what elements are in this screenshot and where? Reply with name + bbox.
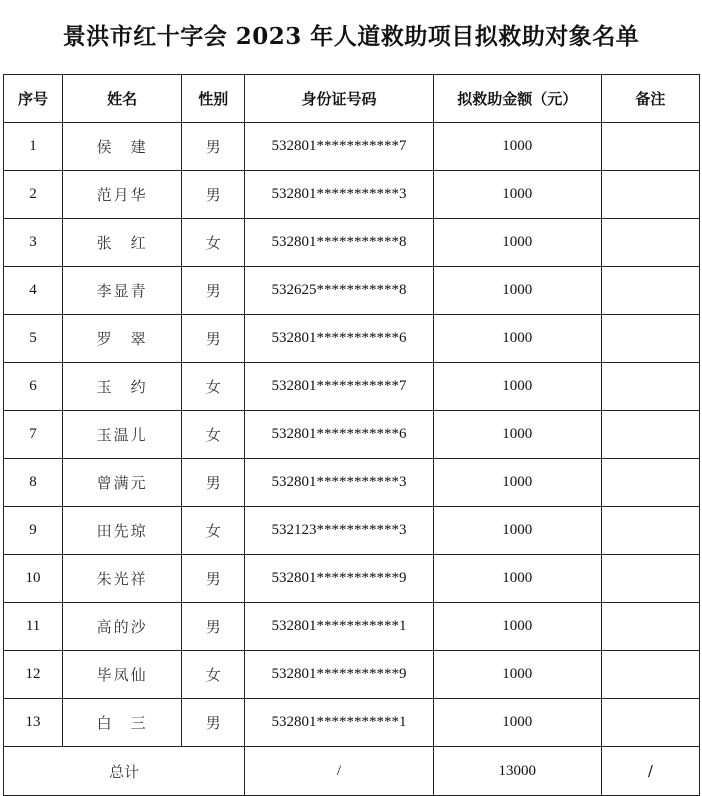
gender-cell: 男 bbox=[182, 315, 245, 363]
table-row bbox=[4, 363, 700, 411]
header-name: 姓名 bbox=[63, 75, 182, 123]
header-remarks: 备注 bbox=[601, 75, 699, 123]
id-number-cell: 532801***********8 bbox=[245, 219, 433, 267]
aid-amount-cell: 1000 bbox=[433, 123, 601, 171]
serial-number-cell: 10 bbox=[4, 555, 63, 603]
table-row bbox=[4, 219, 700, 267]
table-row bbox=[4, 555, 700, 603]
aid-amount-cell: 1000 bbox=[433, 315, 601, 363]
table-row bbox=[4, 699, 700, 747]
serial-number-cell: 4 bbox=[4, 267, 63, 315]
aid-amount-cell: 1000 bbox=[433, 507, 601, 555]
id-number-cell: 532801***********3 bbox=[245, 171, 433, 219]
aid-recipient-table bbox=[3, 74, 700, 796]
aid-amount-cell: 1000 bbox=[433, 603, 601, 651]
serial-number-cell: 5 bbox=[4, 315, 63, 363]
id-number-cell: 532801***********9 bbox=[245, 555, 433, 603]
table-row bbox=[4, 171, 700, 219]
gender-cell: 男 bbox=[182, 171, 245, 219]
header-id-number: 身份证号码 bbox=[245, 75, 433, 123]
serial-number-cell: 13 bbox=[4, 699, 63, 747]
gender-cell: 女 bbox=[182, 219, 245, 267]
total-id-cell: / bbox=[245, 747, 433, 796]
serial-number-cell: 12 bbox=[4, 651, 63, 699]
remarks-cell bbox=[601, 171, 699, 219]
serial-number-cell: 11 bbox=[4, 603, 63, 651]
name-cell: 田先琼 bbox=[63, 507, 182, 555]
header-aid-amount: 拟救助金额（元） bbox=[433, 75, 601, 123]
table-row bbox=[4, 123, 700, 171]
remarks-cell bbox=[601, 699, 699, 747]
total-amount: 13000 bbox=[433, 747, 601, 796]
aid-amount-cell: 1000 bbox=[433, 411, 601, 459]
remarks-cell bbox=[601, 555, 699, 603]
serial-number-cell: 1 bbox=[4, 123, 63, 171]
remarks-cell bbox=[601, 123, 699, 171]
serial-number-cell: 7 bbox=[4, 411, 63, 459]
table-header-row bbox=[4, 75, 700, 123]
name-cell: 高的沙 bbox=[63, 603, 182, 651]
remarks-cell bbox=[601, 411, 699, 459]
remarks-cell bbox=[601, 267, 699, 315]
id-number-cell: 532801***********1 bbox=[245, 603, 433, 651]
document-title: 景洪市红十字会 2023 年人道救助项目拟救助对象名单 bbox=[62, 23, 640, 50]
name-cell: 玉 约 bbox=[63, 363, 182, 411]
remarks-cell bbox=[601, 603, 699, 651]
gender-cell: 女 bbox=[182, 363, 245, 411]
aid-amount-cell: 1000 bbox=[433, 699, 601, 747]
remarks-cell bbox=[601, 507, 699, 555]
serial-number-cell: 6 bbox=[4, 363, 63, 411]
name-cell: 罗 翠 bbox=[63, 315, 182, 363]
id-number-cell: 532801***********6 bbox=[245, 411, 433, 459]
remarks-cell bbox=[601, 219, 699, 267]
gender-cell: 女 bbox=[182, 411, 245, 459]
name-cell: 毕凤仙 bbox=[63, 651, 182, 699]
aid-amount-cell: 1000 bbox=[433, 219, 601, 267]
aid-amount-cell: 1000 bbox=[433, 459, 601, 507]
remarks-cell bbox=[601, 363, 699, 411]
remarks-cell bbox=[601, 315, 699, 363]
total-row bbox=[4, 747, 700, 796]
id-number-cell: 532801***********9 bbox=[245, 651, 433, 699]
table-row bbox=[4, 651, 700, 699]
header-serial-number: 序号 bbox=[4, 75, 63, 123]
gender-cell: 女 bbox=[182, 651, 245, 699]
aid-amount-cell: 1000 bbox=[433, 363, 601, 411]
id-number-cell: 532801***********7 bbox=[245, 123, 433, 171]
id-number-cell: 532801***********1 bbox=[245, 699, 433, 747]
name-cell: 范月华 bbox=[63, 171, 182, 219]
name-cell: 白 三 bbox=[63, 699, 182, 747]
name-cell: 李显青 bbox=[63, 267, 182, 315]
gender-cell: 男 bbox=[182, 603, 245, 651]
gender-cell: 男 bbox=[182, 555, 245, 603]
gender-cell: 女 bbox=[182, 507, 245, 555]
id-number-cell: 532801***********7 bbox=[245, 363, 433, 411]
name-cell: 朱光祥 bbox=[63, 555, 182, 603]
gender-cell: 男 bbox=[182, 459, 245, 507]
total-note-cell: / bbox=[601, 747, 699, 796]
table-row bbox=[4, 267, 700, 315]
gender-cell: 男 bbox=[182, 699, 245, 747]
gender-cell: 男 bbox=[182, 267, 245, 315]
table-row bbox=[4, 315, 700, 363]
name-cell: 玉温儿 bbox=[63, 411, 182, 459]
id-number-cell: 532801***********6 bbox=[245, 315, 433, 363]
serial-number-cell: 8 bbox=[4, 459, 63, 507]
gender-cell: 男 bbox=[182, 123, 245, 171]
serial-number-cell: 9 bbox=[4, 507, 63, 555]
table-body bbox=[4, 123, 700, 747]
table-row bbox=[4, 507, 700, 555]
aid-amount-cell: 1000 bbox=[433, 555, 601, 603]
table-row bbox=[4, 411, 700, 459]
aid-amount-cell: 1000 bbox=[433, 171, 601, 219]
table-row bbox=[4, 603, 700, 651]
total-label: 总计 bbox=[4, 747, 245, 796]
table-row bbox=[4, 459, 700, 507]
header-gender: 性别 bbox=[182, 75, 245, 123]
remarks-cell bbox=[601, 651, 699, 699]
id-number-cell: 532123***********3 bbox=[245, 507, 433, 555]
serial-number-cell: 2 bbox=[4, 171, 63, 219]
aid-amount-cell: 1000 bbox=[433, 651, 601, 699]
name-cell: 张 红 bbox=[63, 219, 182, 267]
aid-amount-cell: 1000 bbox=[433, 267, 601, 315]
name-cell: 曾满元 bbox=[63, 459, 182, 507]
id-number-cell: 532625***********8 bbox=[245, 267, 433, 315]
id-number-cell: 532801***********3 bbox=[245, 459, 433, 507]
name-cell: 侯 建 bbox=[63, 123, 182, 171]
remarks-cell bbox=[601, 459, 699, 507]
serial-number-cell: 3 bbox=[4, 219, 63, 267]
